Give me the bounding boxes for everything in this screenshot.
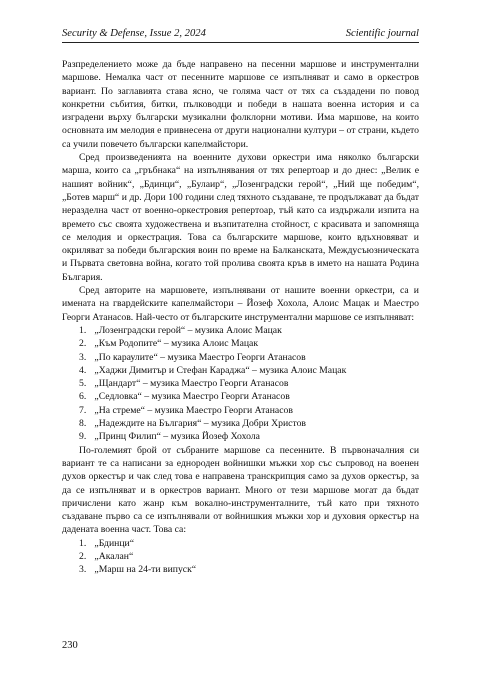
vocal-marches-list [62, 537, 419, 577]
paragraph-1: Разпределението може да бъде направено на песенни маршове и инструментални маршове. Немалка част от песенните маршове се изпълняват и само в оркестров вариант. По заглавията става ясно, че голяма част от тях са създадени по повод конкретни събития, битки, пълководци и победи в нашата военна история и са изградени върху български музикални фолклорни мотиви. Има маршове, на които основната им мелодия е привнесена от други национални култури – от страни, където са учили повечето български капелмайстори. [62, 59, 419, 150]
list-item: 3. „Марш на 24-ти випуск“ [79, 564, 197, 576]
list-item: 8. „Надеждите на България“ – музика Добри Христов [79, 418, 307, 430]
list-item: 3. „По караулите“ – музика Маестро Георги Атанасов [79, 351, 306, 363]
paragraph-3: Сред авторите на маршовете, изпълнявани от нашите военни оркестри, са и имената на гвардейските капелмайстори – Йозеф Хохола, Алоис Мацак и Маестро Георги Атанасов. Най-често от българските инструментални маршове се изпълняват: [62, 285, 419, 323]
running-header [62, 28, 419, 43]
list-item: 7. „На стреме“ – музика Маестро Георги Атанасов [79, 404, 293, 416]
list-item: 6. „Седловка“ – музика Маестро Георги Атанасов [79, 391, 290, 403]
paragraph-4: По-големият брой от събраните маршове са песенните. В първоначалния си вариант те са написани за еднороден войнишки мъжки хор със съпровод на военен духов оркестър и чак след това е направена транскрипция само за духов оркестър, за да се изпълняват и в оркестров вариант. Много от тези маршове могат да бъдат причислени като жанр към вокално-инструменталните, тъй като при тяхното създаване първо са се изпълнявали от войнишкия мъжки хор и духовия оркестър на дадената военна част. Това са: [62, 444, 419, 536]
article-body [62, 58, 419, 577]
list-item: 2. „Към Родопите“ – музика Алоис Мацак [79, 338, 259, 350]
list-item: 5. „Щандарт“ – музика Маестро Георги Атанасов [79, 378, 289, 390]
list-item: 1. „Лозенградски герой“ – музика Алоис Мацак [79, 324, 282, 336]
instrumental-marches-list [62, 324, 419, 444]
journal-type: Scientific journal [345, 28, 419, 39]
list-item: 1. „Бдинци“ [79, 537, 135, 549]
list-item: 2. „Акалан“ [79, 550, 134, 562]
list-item: 4. „Хаджи Димитър и Стефан Караджа“ – музика Алоис Мацак [79, 364, 347, 376]
journal-title: Security & Defense, Issue 2, 2024 [62, 28, 206, 39]
page-number: 230 [62, 640, 78, 651]
paragraph-2: Сред произведенията на военните духови оркестри има няколко български марша, които са „гръбнака“ на изпълнявания от тях репертоар и до днес: „Велик е нашият войник“, „Бдинци“, „Булаир“, „Лозенградски герой“, „Ний ще победим“, „Ботев марш“ и др. Дори 100 години след тяхното създаване, те продължават да бъдат неразделна част от военно-оркестровия репертоар, тъй като са издържали изпита на времето със своята художествена и възпитателна стойност, с красивата и запомняща се мелодия и оркестрация. Това са българските маршове, които вдъхновяват и окриляват за победи българския воин по време на Балканската, Междусъюзническата и Първата световна война, когато той пролива своята кръв в името на нашата Родина България. [62, 152, 419, 283]
list-item: 9. „Принц Филип“ – музика Йозеф Хохола [79, 431, 260, 443]
